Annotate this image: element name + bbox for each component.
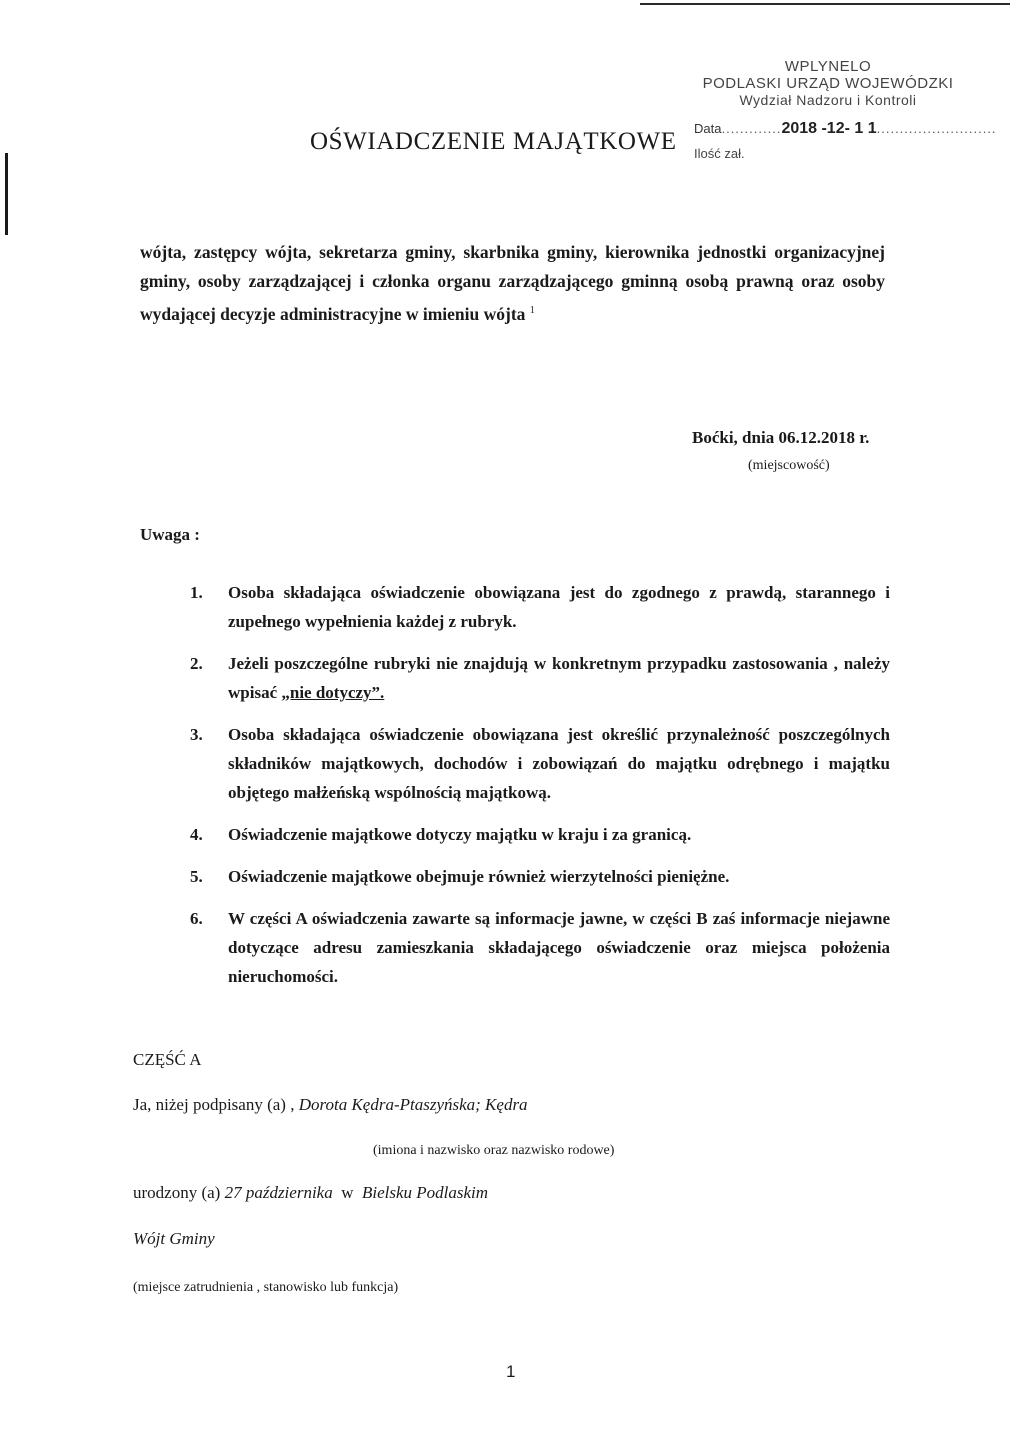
note-item [190,820,890,849]
page-number: 1 [506,1362,516,1381]
stamp-date-dots-trailing: .......................... [876,121,997,136]
note-number: 2. [190,654,203,673]
note-item [190,578,890,636]
stamp-date-value: 2018 -12- 1 1 [781,120,877,137]
stamp-date-label: Data [694,121,722,136]
note-text: Osoba składająca oświadczenie obowiązana jest do zgodnego z prawdą, starannego i zupełnego wypełnienia każdej z rubryk. [228,583,890,631]
note-number: 4. [190,825,203,844]
stamp-date-dots: ............. [721,121,782,136]
note-underlined-phrase: „nie dotyczy”. [281,683,385,702]
note-number: 5. [190,867,203,886]
intro-paragraph [140,238,885,329]
stamp-line-received: WPLYNELO [784,58,872,75]
note-item [190,862,890,891]
document-title: OŚWIADCZENIE MAJĄTKOWE [310,128,677,155]
note-number: 6. [190,909,203,928]
note-item [190,720,890,807]
scan-top-line [640,3,1010,5]
signer-line [133,1095,528,1115]
stamp-date-row [694,120,997,138]
note-number: 3. [190,725,203,744]
born-place: Bielsku Podlaskim [362,1183,489,1202]
note-item [190,649,890,707]
note-text: Osoba składająca oświadczenie obowiązana jest określić przynależność poszczególnych składników majątkowych, dochodów i zobowiązań do majątku odrębnego i majątku objętego małżeńską wspólnością majątkową. [228,725,890,802]
born-date: 27 października [224,1183,333,1202]
note-text: W części A oświadczenia zawarte są informacje jawne, w części B zaś informacje niejawne dotyczące adresu zamieszkania składającego oświadczenie oraz miejsca położenia nieruchomości. [228,909,890,986]
part-a-heading: CZĘŚĆ A [133,1050,202,1069]
born-prefix: urodzony (a) [133,1183,221,1202]
position-label: (miejsce zatrudnienia , stanowisko lub funkcja) [133,1280,399,1295]
intro-text: wójta, zastępcy wójta, sekretarza gminy, skarbnika gminy, kierownika jednostki organizacyjnej gminy, osoby zarządzającej i członka organu zarządzającego gminną osobą prawną oraz osoby wydającej decyzje administracyjne w imieniu wójta [140,242,885,324]
names-label: (imiona i nazwisko oraz nazwisko rodowe) [373,1143,615,1158]
born-in: w [341,1183,354,1202]
note-text: Oświadczenie majątkowe dotyczy majątku w kraju i za granicą. [228,825,692,844]
note-item [190,904,890,991]
place-label: (miejscowość) [748,458,830,473]
note-text: Oświadczenie majątkowe obejmuje również wierzytelności pieniężne. [228,867,730,886]
note-number: 1. [190,583,203,602]
notes-heading: Uwaga : [140,525,200,544]
stamp-attachments-label: Ilość zał. [694,146,745,161]
scan-edge-mark [5,153,8,235]
notes-list [190,578,890,1004]
position-value: Wójt Gminy [133,1229,215,1248]
stamp-line-office: PODLASKI URZĄD WOJEWÓDZKI [702,75,954,92]
signer-prefix: Ja, niżej podpisany (a) , [133,1095,295,1114]
place-date: Boćki, dnia 06.12.2018 r. [692,428,870,447]
birth-line [133,1183,488,1203]
stamp-line-department: Wydział Nadzoru i Kontroli [739,92,917,108]
note-text: Jeżeli poszczególne rubryki nie znajdują w konkretnym przypadku zastosowania , należy wpisać [228,654,890,702]
signer-name: Dorota Kędra-Ptaszyńska; Kędra [298,1095,528,1114]
footnote-marker: 1 [529,305,535,316]
receipt-stamp [688,58,968,109]
